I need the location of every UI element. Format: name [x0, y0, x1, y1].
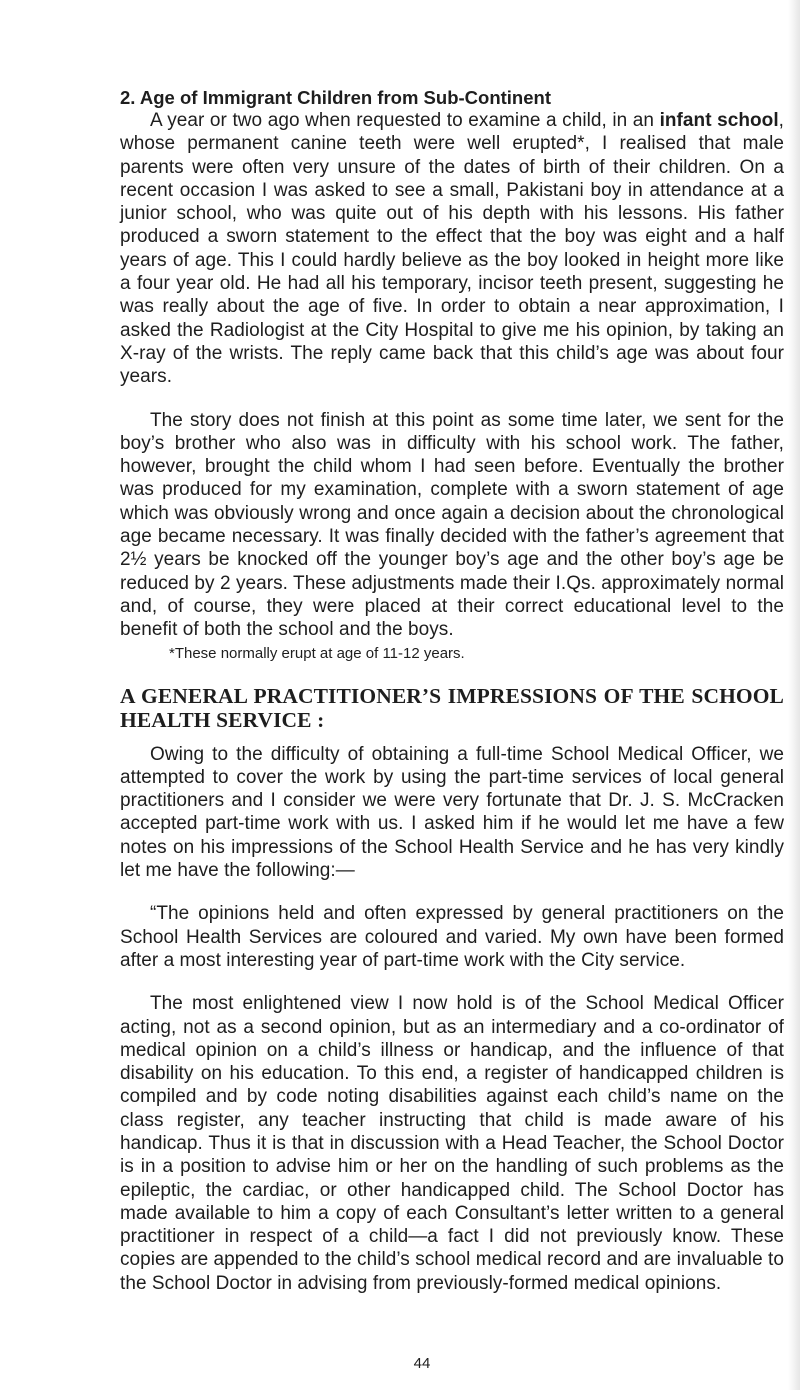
paragraph-immigrant-2: The story does not finish at this point as some time later, we sent for the boy’s brother who also was in difficulty with his school work. The father, however, brought the child whom I had seen before. Eventually the brother was produced for my examination, complete with a sworn statement of age which was obviously wrong and once again a decision about the chronological age became necessary. It was finally decided with the father’s agreement that 2½ years be knocked off the younger boy’s age and the other boy’s age be reduced by 2 years. These adjustments made their I.Qs. approximately normal and, of course, they were placed at their correct educational level to the benefit of both the school and the boys. — [120, 409, 784, 641]
section-heading-immigrant-age: 2. Age of Immigrant Children from Sub-Continent — [120, 87, 551, 108]
paragraph-gp-1: Owing to the difficulty of obtaining a full-time School Medical Officer, we attempted to cover the work by using the part-time services of local general practitioners and I consider we were very fortunate that Dr. J. S. McCracken accepted part-time work with us. I asked him if he would let me have a few notes on his impressions of the School Health Service and he has very kindly let me have the following:— — [120, 743, 784, 882]
page-number: 44 — [413, 1355, 431, 1372]
document-page — [120, 86, 784, 1295]
paragraph-gp-2: “The opinions held and often expressed by general practitioners on the School Health Services are coloured and varied. My own have been formed after a most interesting year of part-time work with the City service. — [120, 903, 784, 971]
paragraph-gp-3: The most enlightened view I now hold is of the School Medical Officer acting, not as a second opinion, but as an intermediary and a co-ordinator of medical opinion on a child’s illness or handicap, and the influence of that disability on his education. To this end, a register of handicapped children is compiled and by code noting disabilities against each child’s name on the class register, any teacher instructing that child is made aware of his handicap. Thus it is that in discussion with a Head Teacher, the School Doctor is in a position to advise him or her on the handling of such problems as the epileptic, the cardiac, or other handicapped child. The School Doctor has made available to him a copy of each Consultant’s letter written to a general practitioner in respect of a child—a fact I did not previously know. These copies are appended to the child’s school medical record and are invaluable to the School Doctor in advising from previously-formed medical opinions. — [120, 993, 784, 1294]
page-edge-shadow — [788, 0, 800, 1390]
paragraph-immigrant-1-rest: , whose permanent canine teeth were well erupted*, I realised that male parents were often very unsure of the dates of birth of their children. On a recent occasion I was asked to see a small, Pakistani boy in attendance at a junior school, who was quite out of his depth with his lessons. His father produced a sworn statement to the effect that the boy was eight and a half years of age. This I could hardly believe as the boy looked in height more like a four year old. He had all his temporary, incisor teeth present, suggesting he was really about the age of five. In order to obtain a near approximation, I asked the Radiologist at the City Hospital to give me his opinion, by taking an X-ray of the wrists. The reply came back that this child’s age was about four years. — [120, 110, 784, 388]
footnote: *These normally erupt at age of 11-12 years. — [169, 644, 465, 662]
paragraph-immigrant-1 — [120, 109, 784, 389]
infant-school-bold: infant school — [659, 110, 779, 131]
paragraph-immigrant-1-start: A year or two ago when requested to examine a child, in an — [150, 110, 660, 131]
section-heading-gp-impressions: A GENERAL PRACTITIONER’S IMPRESSIONS OF THE SCHOOL HEALTH SERVICE : — [120, 683, 784, 733]
